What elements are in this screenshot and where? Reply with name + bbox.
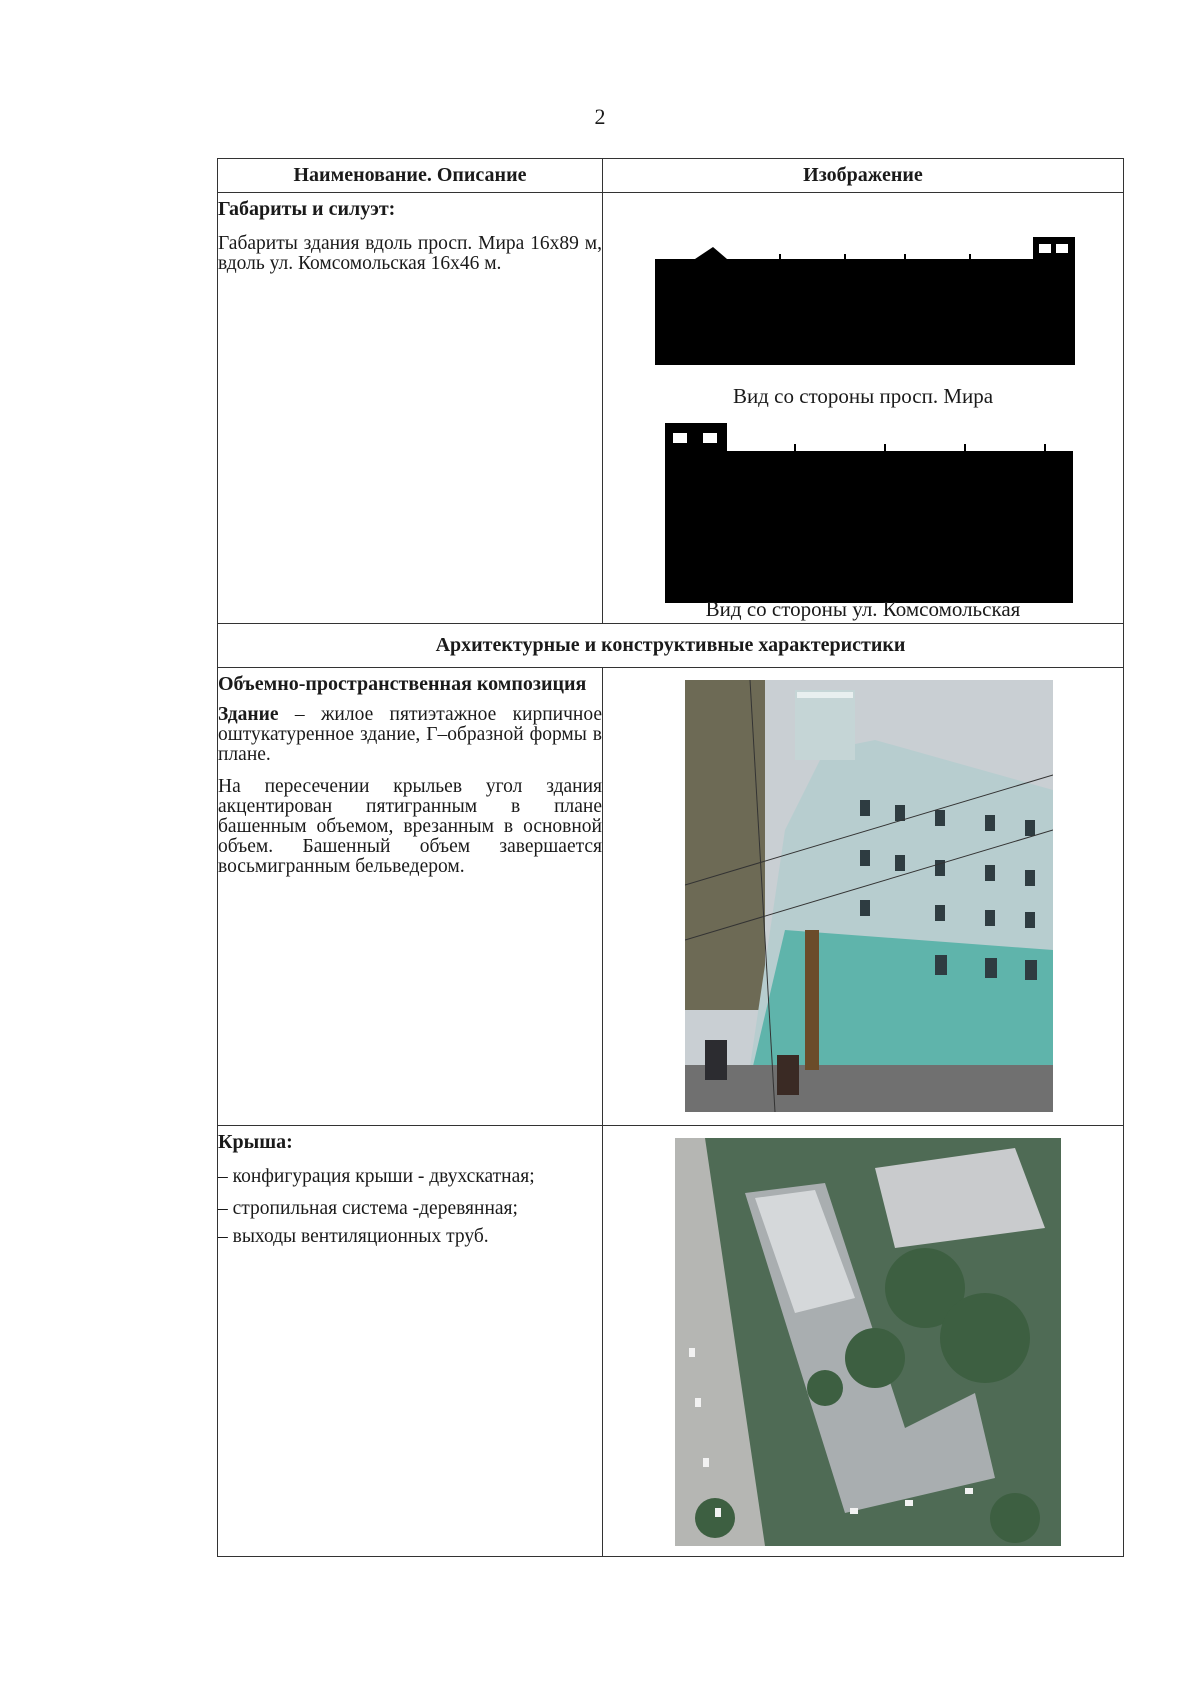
silhouette-mira-image [655,237,1075,367]
header-image: Изображение [603,159,1124,193]
roof-item-3: – выходы вентиляционных труб. [218,1226,489,1247]
roof-row [218,1126,1124,1557]
section-row [218,624,1124,668]
dimensions-description [218,193,603,624]
dimensions-row [218,193,1124,624]
silhouette-komsomolskaya-image [665,423,1075,605]
roof-title: Крыша: [218,1131,293,1153]
composition-title: Объемно-пространственная композиция [218,673,587,695]
composition-lead-rest: – жилое пятиэтажное кирпичное оштукатуренное здание, Г–образной формы в плане. [218,704,602,765]
caption-komsomolskaya: Вид со стороны ул. Комсомольская [705,597,1021,621]
table-header-row [218,159,1124,193]
silhouette-cell [603,193,1124,624]
composition-lead-bold: Здание [218,704,279,725]
dimensions-text: Габариты здания вдоль просп. Мира 16х89 м, вдоль ул. Комсомольская 16х46 м. [218,233,602,274]
roof-item-1: – конфигурация крыши - двухскатная; [218,1166,535,1187]
header-name-description: Наименование. Описание [218,159,603,193]
roof-description [218,1126,603,1557]
aerial-photo-cell [603,1126,1124,1557]
composition-paragraph-1 [218,705,602,765]
composition-paragraph-2: На пересечении крыльев угол здания акцентирован пятигранным в плане башенным объемом, врезанным в основной объем. Башенный объем завершается восьмигранным бельведером. [218,776,602,877]
composition-description [218,668,603,1126]
aerial-photo [675,1138,1061,1546]
page-number: 2 [594,104,606,129]
building-photo-cell [603,668,1124,1126]
roof-item-2: – стропильная система -деревянная; [218,1198,518,1219]
dimensions-title: Габариты и силуэт: [218,198,396,220]
building-photo [685,680,1053,1112]
description-table [217,158,1124,1557]
caption-mira: Вид со стороны просп. Мира [732,384,994,408]
section-title: Архитектурные и конструктивные характеристики [218,624,1124,668]
composition-row [218,668,1124,1126]
